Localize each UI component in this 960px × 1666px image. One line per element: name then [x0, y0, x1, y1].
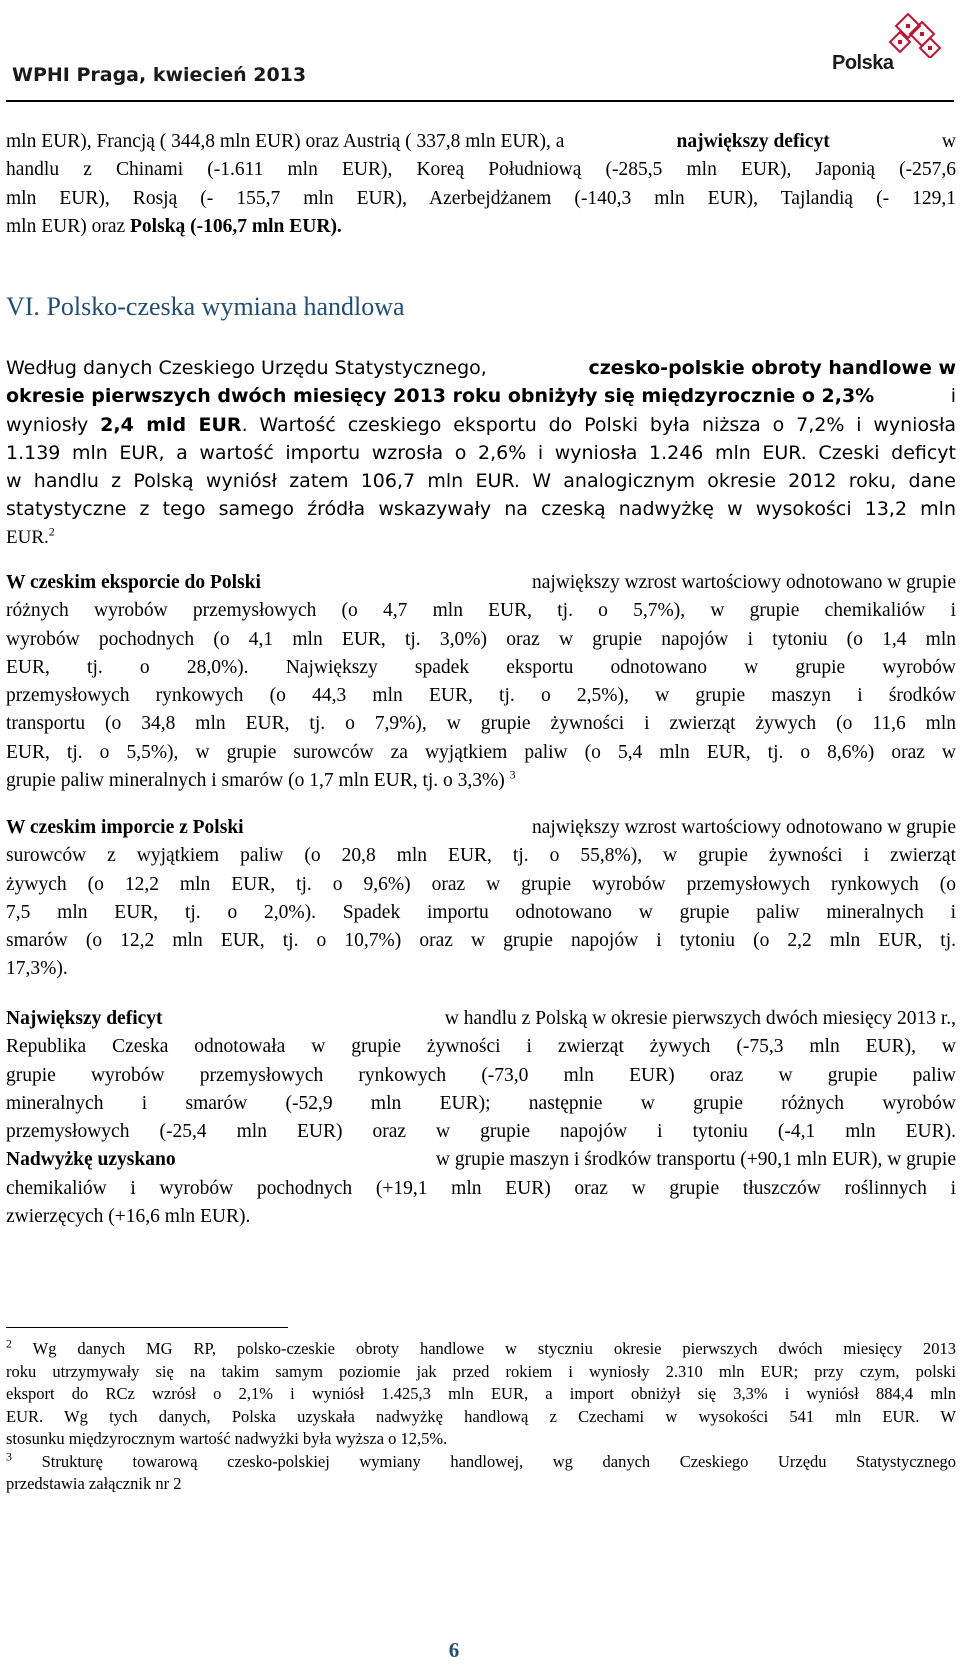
text-line: chemikaliów i wyrobów pochodnych (+19,1 mln EUR) oraz w grupie tłuszczów roślinnych i	[6, 1177, 956, 1199]
text-line: smarów (o 12,2 mln EUR, tj. o 10,7%) oraz w grupie napojów i tytoniu (o 2,2 mln EUR, tj.	[6, 930, 956, 952]
text-line: przedstawia załącznik nr 2	[6, 1474, 182, 1493]
section-heading	[6, 292, 405, 322]
page-number: 6	[448, 1638, 460, 1662]
footnote-number: 2	[6, 1336, 12, 1351]
text-line: 1.139 mln EUR, a wartość importu wzrosła o 2,6% i wyniosła 1.246 mln EUR. Czeski deficyt	[6, 441, 956, 464]
text: mln EUR) oraz	[6, 215, 126, 237]
text-line: grupie wyrobów przemysłowych rynkowych (-73,0 mln EUR) oraz w grupie paliw	[6, 1064, 956, 1086]
text-line: statystyczne z tego samego źródła wskazywały na czeską nadwyżkę w wysokości 13,2 mln	[6, 498, 956, 521]
text: . Wartość czeskiego eksportu do Polski była niższa o 7,2% i wyniosła	[241, 413, 957, 436]
text: wyniosły	[6, 413, 89, 436]
text-line: roku utrzymywały się na takim samym poziomie jak przed rokiem i wyniosły 2.310 mln EUR; przy czym, polski	[6, 1361, 956, 1381]
intro-paragraph	[6, 128, 956, 241]
text-line: EUR, tj. o 5,5%), w grupie surowców za wyjątkiem paliw (o 5,4 mln EUR, tj. o 8,6%) oraz w	[6, 741, 956, 763]
text-line: handlu z Chinami (-1.611 mln EUR), Koreą Południową (-285,5 mln EUR), Japonią (-257,6	[6, 159, 956, 181]
text: i	[950, 385, 956, 408]
import-paragraph	[6, 814, 956, 984]
text-line: EUR, tj. o 28,0%). Największy spadek eksportu odnotowano w grupie wyrobów	[6, 656, 956, 678]
text: EUR.	[6, 526, 49, 548]
text: w handlu z Polską w okresie pierwszych dwóch miesięcy 2013 r.,	[444, 1008, 956, 1029]
deficit-surplus-paragraph	[6, 1005, 956, 1231]
text-line: 7,5 mln EUR, tj. o 2,0%). Spadek importu odnotowano w grupie paliw mineralnych i	[6, 901, 956, 923]
text-line: mln EUR), Rosją (- 155,7 mln EUR), Azerbejdżanem (-140,3 mln EUR), Tajlandią (- 129,1	[6, 187, 956, 209]
text-line: wyrobów pochodnych (o 4,1 mln EUR, tj. 3,0%) oraz w grupie napojów i tytoniu (o 1,4 mln	[6, 628, 956, 650]
text-line: w handlu z Polską wyniósł zatem 106,7 mln EUR. W analogicznym okresie 2012 roku, dane	[6, 470, 956, 493]
text: mln EUR), Francją ( 344,8 mln EUR) oraz Austrią ( 337,8 mln EUR), a	[6, 131, 565, 152]
text: Strukturę towarową czesko-polskiej wymiany handlowej, wg danych Czeskiego Urzędu Statystycznego	[41, 1451, 957, 1471]
text: największy deficyt	[676, 131, 830, 152]
footnote-ref[interactable]: 2	[48, 524, 55, 539]
text: okresie pierwszych dwóch miesięcy 2013 roku obniżyły się międzyrocznie o 2,3%	[6, 385, 875, 408]
polska-logo	[830, 8, 950, 88]
text-line: surowców z wyjątkiem paliw (o 20,8 mln EUR, tj. o 55,8%), w grupie żywności i zwierząt	[6, 845, 956, 867]
text: 2,4 mld EUR	[100, 413, 242, 436]
text-line: różnych wyrobów przemysłowych (o 4,7 mln EUR, tj. o 5,7%), w grupie chemikaliów i	[6, 600, 956, 622]
text: największy wzrost wartościowy odnotowano w grupie	[531, 572, 956, 593]
text-line: przemysłowych (-25,4 mln EUR) oraz w grupie napojów i tytoniu (-4,1 mln EUR).	[6, 1121, 956, 1143]
text: największy wzrost wartościowy odnotowano w grupie	[531, 817, 956, 838]
text: W czeskim eksporcie do Polski	[6, 572, 261, 593]
text: w grupie maszyn i środków transportu (+90,1 mln EUR), w grupie	[435, 1149, 956, 1171]
text-line: transportu (o 34,8 mln EUR, tj. o 7,9%), w grupie żywności i zwierząt żywych (o 11,6 mln	[6, 713, 956, 735]
text-line: stosunku międzyrocznym wartość nadwyżki była wyższa o 12,5%.	[6, 1429, 448, 1448]
footnote-divider	[6, 1327, 288, 1328]
text-line: przemysłowych rynkowych (o 44,3 mln EUR, tj. o 2,5%), w grupie maszyn i środków	[6, 685, 956, 707]
text: Nadwyżkę uzyskano	[6, 1149, 176, 1171]
text-line: EUR. Wg tych danych, Polska uzyskała nadwyżkę handlową z Czechami w wysokości 541 mln EUR. W	[6, 1406, 956, 1426]
text-line: 17,3%).	[6, 958, 68, 980]
logo-text: Polska	[832, 52, 894, 74]
text-line: mineralnych i smarów (-52,9 mln EUR); następnie w grupie różnych wyrobów	[6, 1092, 956, 1114]
text-line: Republika Czeska odnotowała w grupie żywności i zwierząt żywych (-75,3 mln EUR), w	[6, 1036, 956, 1058]
header-divider	[6, 100, 954, 102]
export-paragraph	[6, 569, 956, 795]
text: Wg danych MG RP, polsko-czeskie obroty handlowe w styczniu okresie pierwszych dwóch miesięcy 2013	[32, 1339, 957, 1358]
header-title: WPHI Praga, kwiecień 2013	[12, 64, 307, 86]
text: grupie paliw mineralnych i smarów (o 1,7 mln EUR, tj. o 3,3%)	[6, 770, 505, 792]
text: Polską (-106,7 mln EUR).	[130, 215, 342, 237]
footnote-ref[interactable]: 3	[509, 767, 516, 782]
text-line: zwierzęcych (+16,6 mln EUR).	[6, 1206, 251, 1228]
text: Największy deficyt	[6, 1008, 163, 1029]
section-number: VI.	[6, 292, 40, 321]
trade-overview-paragraph	[6, 354, 956, 552]
polska-logo-emblem-icon	[830, 8, 950, 58]
footnotes	[6, 1338, 956, 1496]
text: Według danych Czeskiego Urzędu Statystycznego,	[6, 357, 487, 379]
text-line: żywych (o 12,2 mln EUR, tj. o 9,6%) oraz w grupie wyrobów przemysłowych rynkowych (o	[6, 873, 956, 895]
text-line: eksport do RCz wzrósł o 2,1% i wyniósł 1.425,3 mln EUR, a import obniżył się 3,3% i wyniósł 884,4 mln	[6, 1384, 956, 1403]
text: czesko-polskie obroty handlowe w	[588, 357, 956, 379]
section-title: Polsko-czeska wymiana handlowa	[46, 292, 405, 321]
text: w	[941, 131, 956, 152]
text: W czeskim imporcie z Polski	[6, 817, 244, 838]
footnote-number: 3	[6, 1449, 12, 1463]
